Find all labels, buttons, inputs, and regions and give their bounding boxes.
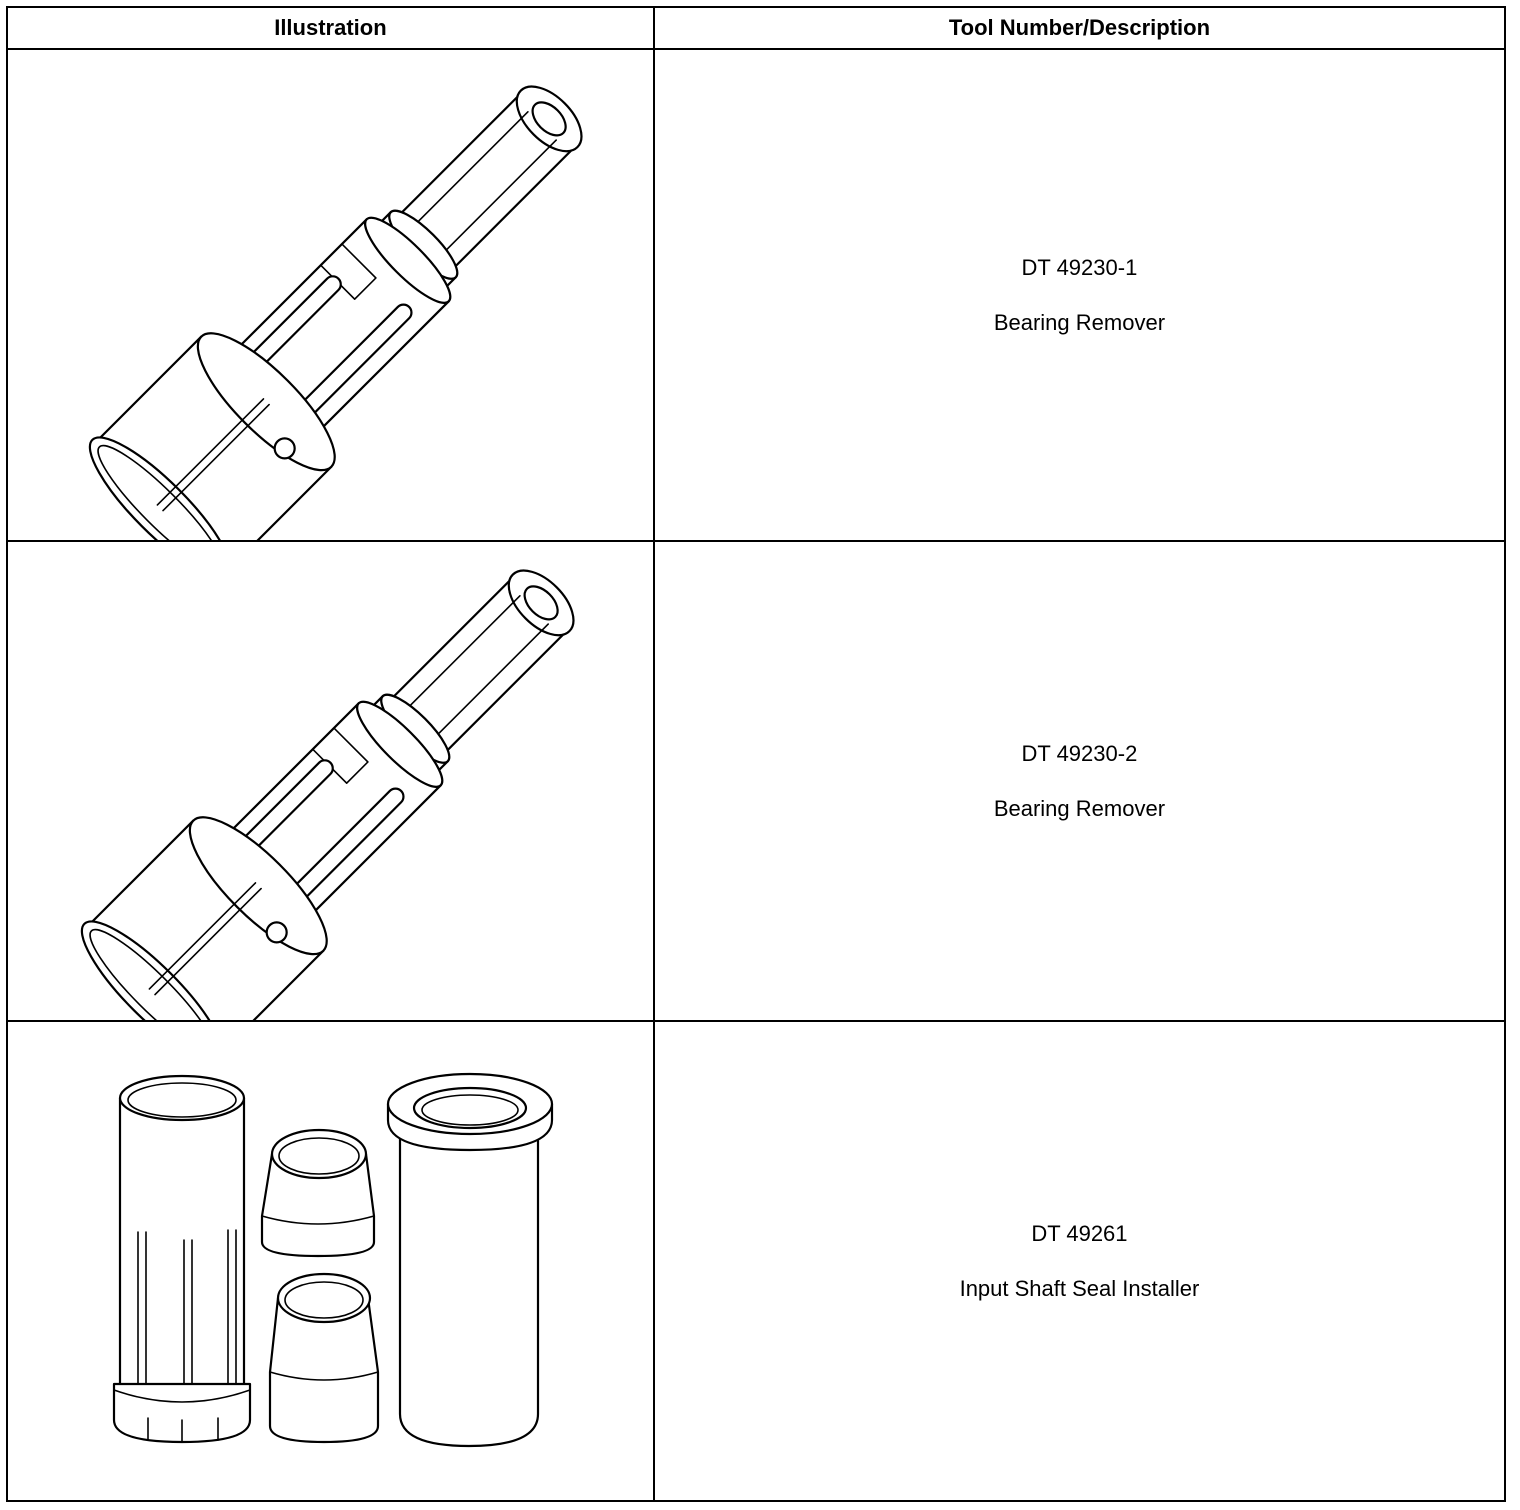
tool-description: Bearing Remover — [993, 310, 1166, 335]
bearing-remover-icon — [8, 542, 652, 1020]
illustration-cell — [7, 49, 654, 541]
seal-cone-icon — [270, 1274, 378, 1442]
tool-description: Input Shaft Seal Installer — [959, 1276, 1200, 1301]
slotted-sleeve-icon — [114, 1076, 250, 1442]
seal-cone-icon — [262, 1130, 374, 1256]
description-cell — [654, 1021, 1505, 1501]
tool-number: DT 49230-1 — [1021, 254, 1138, 280]
description-cell — [654, 541, 1505, 1021]
header-row — [7, 7, 1505, 49]
tool-number: DT 49261 — [1031, 1220, 1128, 1246]
table-row — [7, 49, 1505, 541]
illustration-header: Illustration — [7, 7, 654, 49]
flanged-sleeve-icon — [388, 1074, 552, 1446]
bearing-remover-icon — [8, 50, 652, 540]
table-row — [7, 541, 1505, 1021]
tool-description: Bearing Remover — [993, 796, 1166, 821]
tool-header: Tool Number/Description — [654, 7, 1505, 49]
seal-installer-set-icon — [8, 1022, 652, 1500]
table-row — [7, 1021, 1505, 1501]
tool-number: DT 49230-2 — [1021, 740, 1138, 766]
tool-table — [6, 6, 1506, 1502]
description-cell — [654, 49, 1505, 541]
illustration-cell — [7, 1021, 654, 1501]
illustration-cell — [7, 541, 654, 1021]
